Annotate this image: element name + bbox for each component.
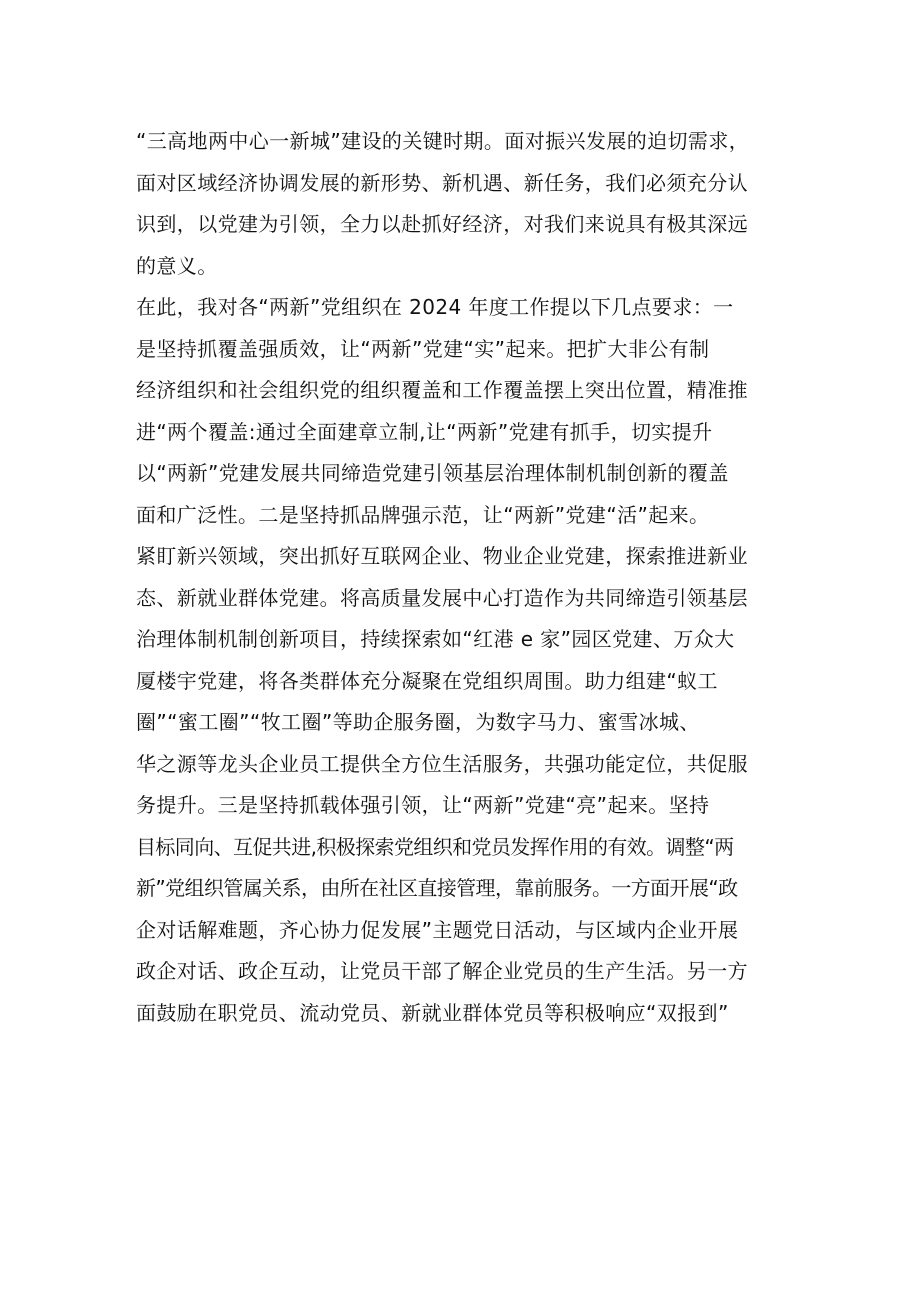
text-line: 紧盯新兴领域，突出抓好互联网企业、物业企业党建，探索推进新业 bbox=[136, 544, 748, 568]
text-line: 新”党组织管属关系，由所在社区直接管理，靠前服务。一方面开展“政 bbox=[136, 876, 738, 900]
text-line: 治理体制机制创新项目，持续探索如“红港 e 家”园区党建、万众大 bbox=[136, 627, 735, 651]
text-line: 经济组织和社会组织党的组织覆盖和工作覆盖摆上突出位置，精准推 bbox=[136, 378, 748, 402]
text-line: 务提升。三是坚持抓载体强引领，让“两新”党建“亮”起来。坚持 bbox=[136, 793, 710, 817]
text-line: 态、新就业群体党建。将高质量发展中心打造作为共同缔造引领基层 bbox=[136, 585, 748, 610]
text-line: 目标同向、互促共进,积极探索党组织和党员发挥作用的有效。调整“两 bbox=[136, 834, 734, 859]
text-line: 面对区域经济协调发展的新形势、新机遇、新任务，我们必须充分认 bbox=[136, 170, 748, 195]
text-line: 企对话解难题，齐心协力促发展”主题党日活动，与区域内企业开展 bbox=[136, 917, 739, 942]
text-line: 面鼓励在职党员、流动党员、新就业群体党员等积极响应“双报到” bbox=[136, 1000, 729, 1025]
text-line: 圈”“蜜工圈”“牧工圈”等助企服务圈，为数字马力、蜜雪冰城、 bbox=[136, 710, 700, 734]
text-line: 的意义。 bbox=[136, 253, 218, 278]
text-line: 识到，以党建为引领，全力以赴抓好经济，对我们来说具有极其深远 bbox=[136, 212, 748, 236]
text-line: 在此，我对各“两新”党组织在 2024 年度工作提以下几点要求：一 bbox=[136, 295, 734, 319]
text-line: 华之源等龙头企业员工提供全方位生活服务，共强功能定位，共促服 bbox=[136, 751, 748, 776]
text-line: 政企对话、政企互动，让党员干部了解企业党员的生产生活。另一方 bbox=[136, 959, 748, 983]
text-line: 进“两个覆盖:通过全面建章立制,让“两新”党建有抓手，切实提升 bbox=[136, 419, 713, 444]
text-line: 面和广泛性。二是坚持抓品牌强示范，让“两新”党建“活”起来。 bbox=[136, 502, 710, 527]
text-line: 是坚持抓覆盖强质效，让“两新”党建“实”起来。把扩大非公有制 bbox=[136, 336, 710, 361]
text-line: “三高地两中心一新城”建设的关键时期。面对振兴发展的迫切需求， bbox=[136, 129, 750, 153]
body-text bbox=[136, 121, 800, 1034]
text-line: 以“两新”党建发展共同缔造党建引领基层治理体制机制创新的覆盖 bbox=[136, 461, 729, 485]
text-line: 厦楼宇党建，将各类群体充分凝聚在党组织周围。助力组建“蚁工 bbox=[136, 668, 718, 693]
